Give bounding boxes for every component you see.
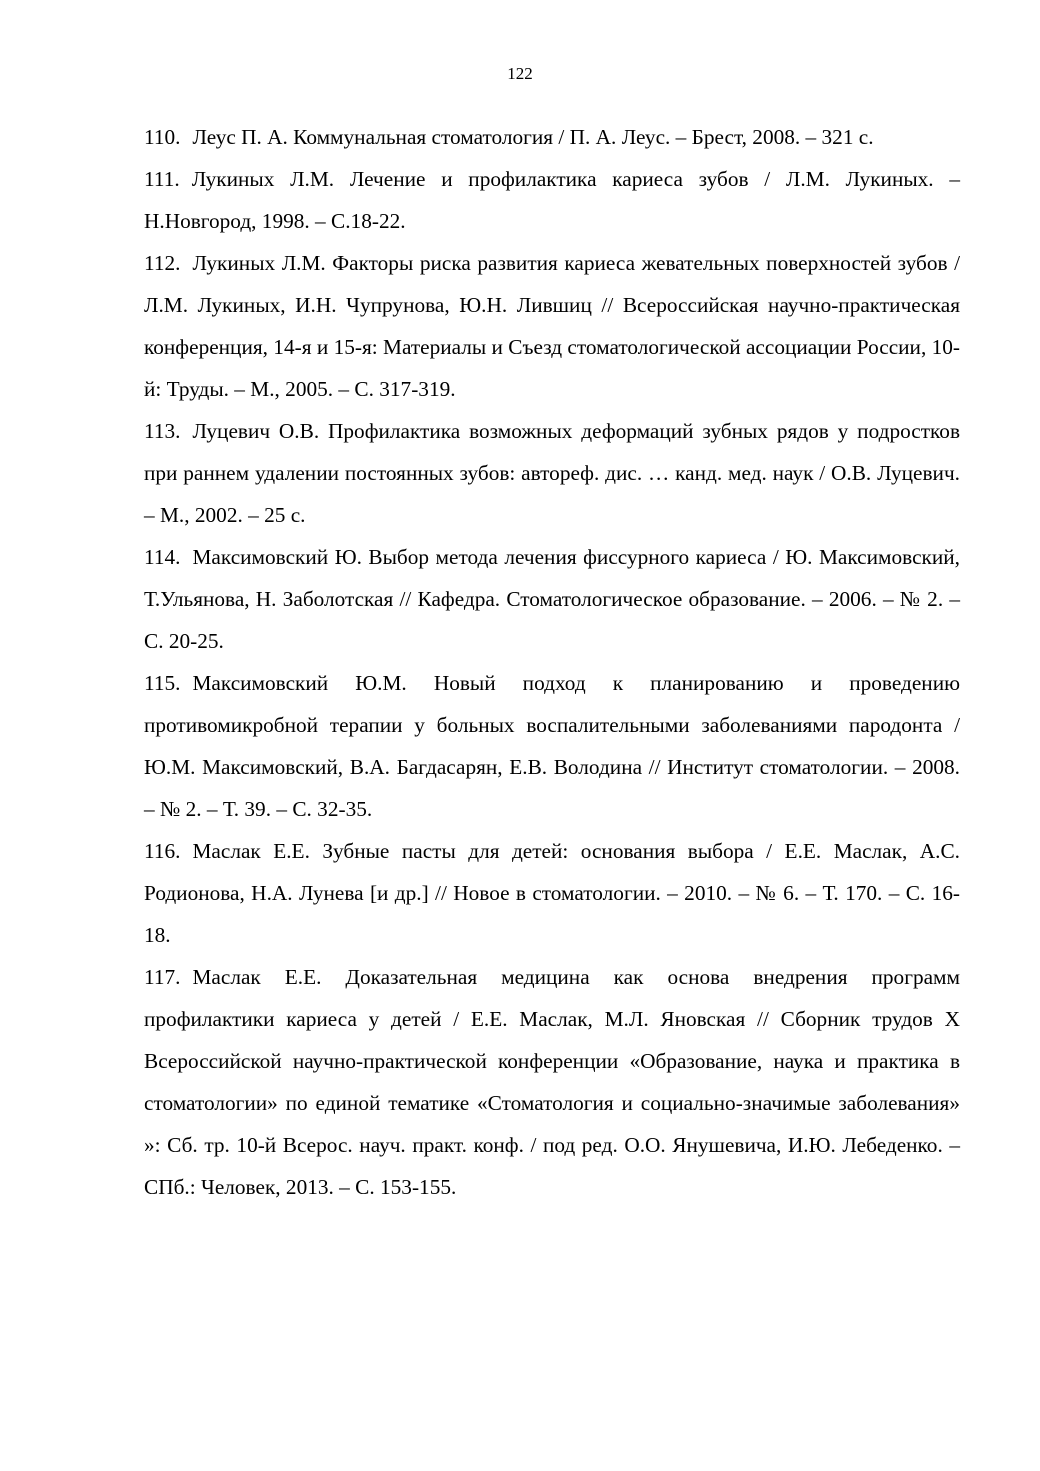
reference-number: 112.	[144, 251, 181, 275]
reference-number: 117.	[144, 965, 181, 989]
reference-text: Максимовский Ю.М. Новый подход к планированию и проведению противомикробной терапии у больных воспалительными заболеваниями пародонта / Ю.М. Максимовский, В.А. Багдасарян, Е.В. Володина // Институт стоматологии. – 2008. – № 2. – Т. 39. – С. 32-35.	[144, 671, 960, 821]
reference-number: 113.	[144, 419, 181, 443]
reference-item	[144, 830, 960, 956]
reference-item	[144, 536, 960, 662]
reference-item	[144, 410, 960, 536]
reference-item	[144, 242, 960, 410]
reference-number: 111.	[144, 167, 180, 191]
reference-number: 116.	[144, 839, 181, 863]
reference-text: Лукиных Л.М. Лечение и профилактика кариеса зубов / Л.М. Лукиных. – Н.Новгород, 1998. – С.18-22.	[144, 167, 960, 233]
reference-text: Луцевич О.В. Профилактика возможных деформаций зубных рядов у подростков при раннем удалении постоянных зубов: автореф. дис. … канд. мед. наук / О.В. Луцевич. – М., 2002. – 25 с.	[144, 419, 960, 527]
reference-list	[144, 116, 960, 1208]
reference-item	[144, 662, 960, 830]
reference-text: Максимовский Ю. Выбор метода лечения фиссурного кариеса / Ю. Максимовский, Т.Ульянова, Н. Заболотская // Кафедра. Стоматологическое образование. – 2006. – № 2. – С. 20-25.	[144, 545, 960, 653]
reference-text: Лукиных Л.М. Факторы риска развития кариеса жевательных поверхностей зубов / Л.М. Лукиных, И.Н. Чупрунова, Ю.Н. Лившиц // Всероссийская научно-практическая конференция, 14-я и 15-я: Материалы и Съезд стоматологической ассоциации России, 10-й: Труды. – М., 2005. – С. 317-319.	[144, 251, 960, 401]
reference-text: Маслак Е.Е. Зубные пасты для детей: основания выбора / Е.Е. Маслак, А.С. Родионова, Н.А. Лунева [и др.] // Новое в стоматологии. – 2010. – № 6. – Т. 170. – С. 16-18.	[144, 839, 960, 947]
page-number: 122	[507, 64, 533, 83]
reference-number: 110.	[144, 125, 181, 149]
reference-item	[144, 116, 960, 158]
reference-item	[144, 158, 960, 242]
reference-item	[144, 956, 960, 1208]
reference-text: Маслак Е.Е. Доказательная медицина как основа внедрения программ профилактики кариеса у детей / Е.Е. Маслак, М.Л. Яновская // Сборник трудов X Всероссийской научно-практической конференции «Образование, наука и практика в стоматологии» по единой тематике «Стоматология и социально-значимые заболевания» »: Сб. тр. 10-й Всерос. науч. практ. конф. / под ред. О.О. Янушевича, И.Ю. Лебеденко. – СПб.: Человек, 2013. – С. 153-155.	[144, 965, 960, 1199]
reference-text: Леус П. А. Коммунальная стоматология / П. А. Леус. – Брест, 2008. – 321 с.	[192, 125, 874, 149]
reference-number: 114.	[144, 545, 181, 569]
reference-number: 115.	[144, 671, 181, 695]
